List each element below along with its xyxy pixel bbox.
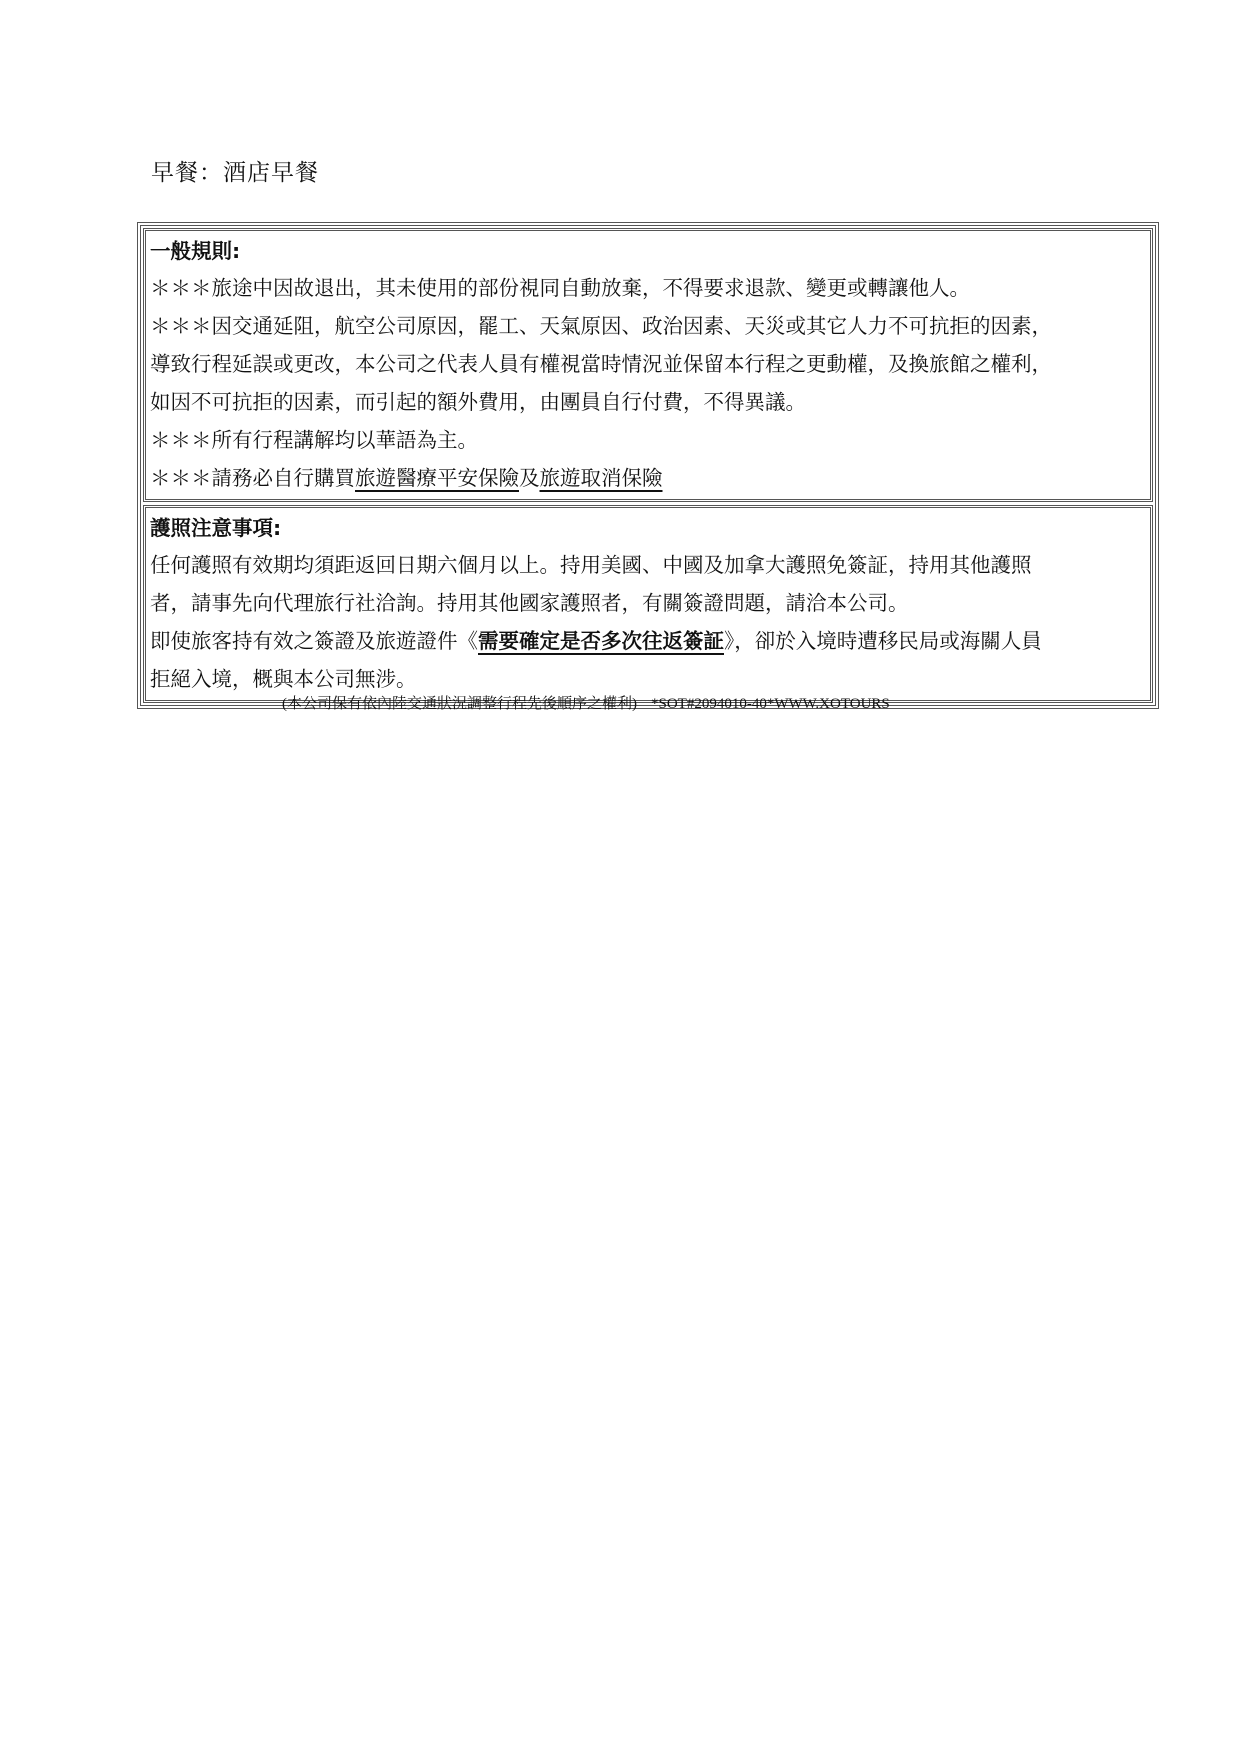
passport-notes-title: 護照注意事項: (150, 516, 282, 540)
insurance-conjunction: 及 (519, 466, 540, 490)
general-rule-line: ＊＊＊因交通延阻，航空公司原因，罷工、天氣原因、政治因素、天災或其它人力不可抗拒的因素， (150, 314, 1052, 338)
footer-code: *SOT#2094010-40*WWW.XOTOURS (651, 696, 890, 712)
general-rules-section (143, 228, 1153, 502)
insurance-prefix: ＊＊＊請務必自行購買 (150, 466, 355, 490)
medical-insurance-text: 旅遊醫療平安保險 (355, 466, 519, 490)
footer-note (282, 694, 890, 714)
general-rule-line: ＊＊＊所有行程講解均以華語為主。 (150, 428, 478, 452)
insurance-line (150, 459, 1148, 497)
general-rule-line: ＊＊＊旅途中因故退出，其未使用的部份視同自動放棄，不得要求退款、變更或轉讓他人。 (150, 276, 970, 300)
footer-disclaimer: (本公司保有依內陸交通狀況調整行程先後順序之權利) (282, 696, 637, 712)
visa-note-line (150, 622, 1148, 660)
general-rule-line: 如因不可抗拒的因素，而引起的額外費用，由團員自行付費，不得異議。 (150, 390, 806, 414)
general-rules-title: 一般規則: (150, 239, 241, 263)
general-rule-line: 導致行程延誤或更改，本公司之代表人員有權視當時情況並保留本行程之更動權，及換旅館之權利， (150, 352, 1052, 376)
visa-emphasis-text: 需要確定是否多次往返簽証 (478, 629, 724, 653)
passport-note-line: 拒絕入境，概與本公司無涉。 (150, 667, 417, 691)
passport-notes-section (143, 505, 1153, 703)
cancellation-insurance-text: 旅遊取消保險 (539, 466, 663, 490)
passport-note-line: 者，請事先向代理旅行社洽詢。持用其他國家護照者，有關簽證問題，請洽本公司。 (150, 591, 909, 615)
visa-note-prefix: 即使旅客持有效之簽證及旅遊證件《 (150, 629, 478, 653)
terms-box (137, 222, 1159, 709)
meal-info: 早餐：酒店早餐 (151, 160, 319, 186)
passport-note-line: 任何護照有效期均須距返回日期六個月以上。持用美國、中國及加拿大護照免簽証，持用其他護照 (150, 553, 1032, 577)
visa-note-suffix: 》，卻於入境時遭移民局或海關人員 (724, 629, 1042, 653)
